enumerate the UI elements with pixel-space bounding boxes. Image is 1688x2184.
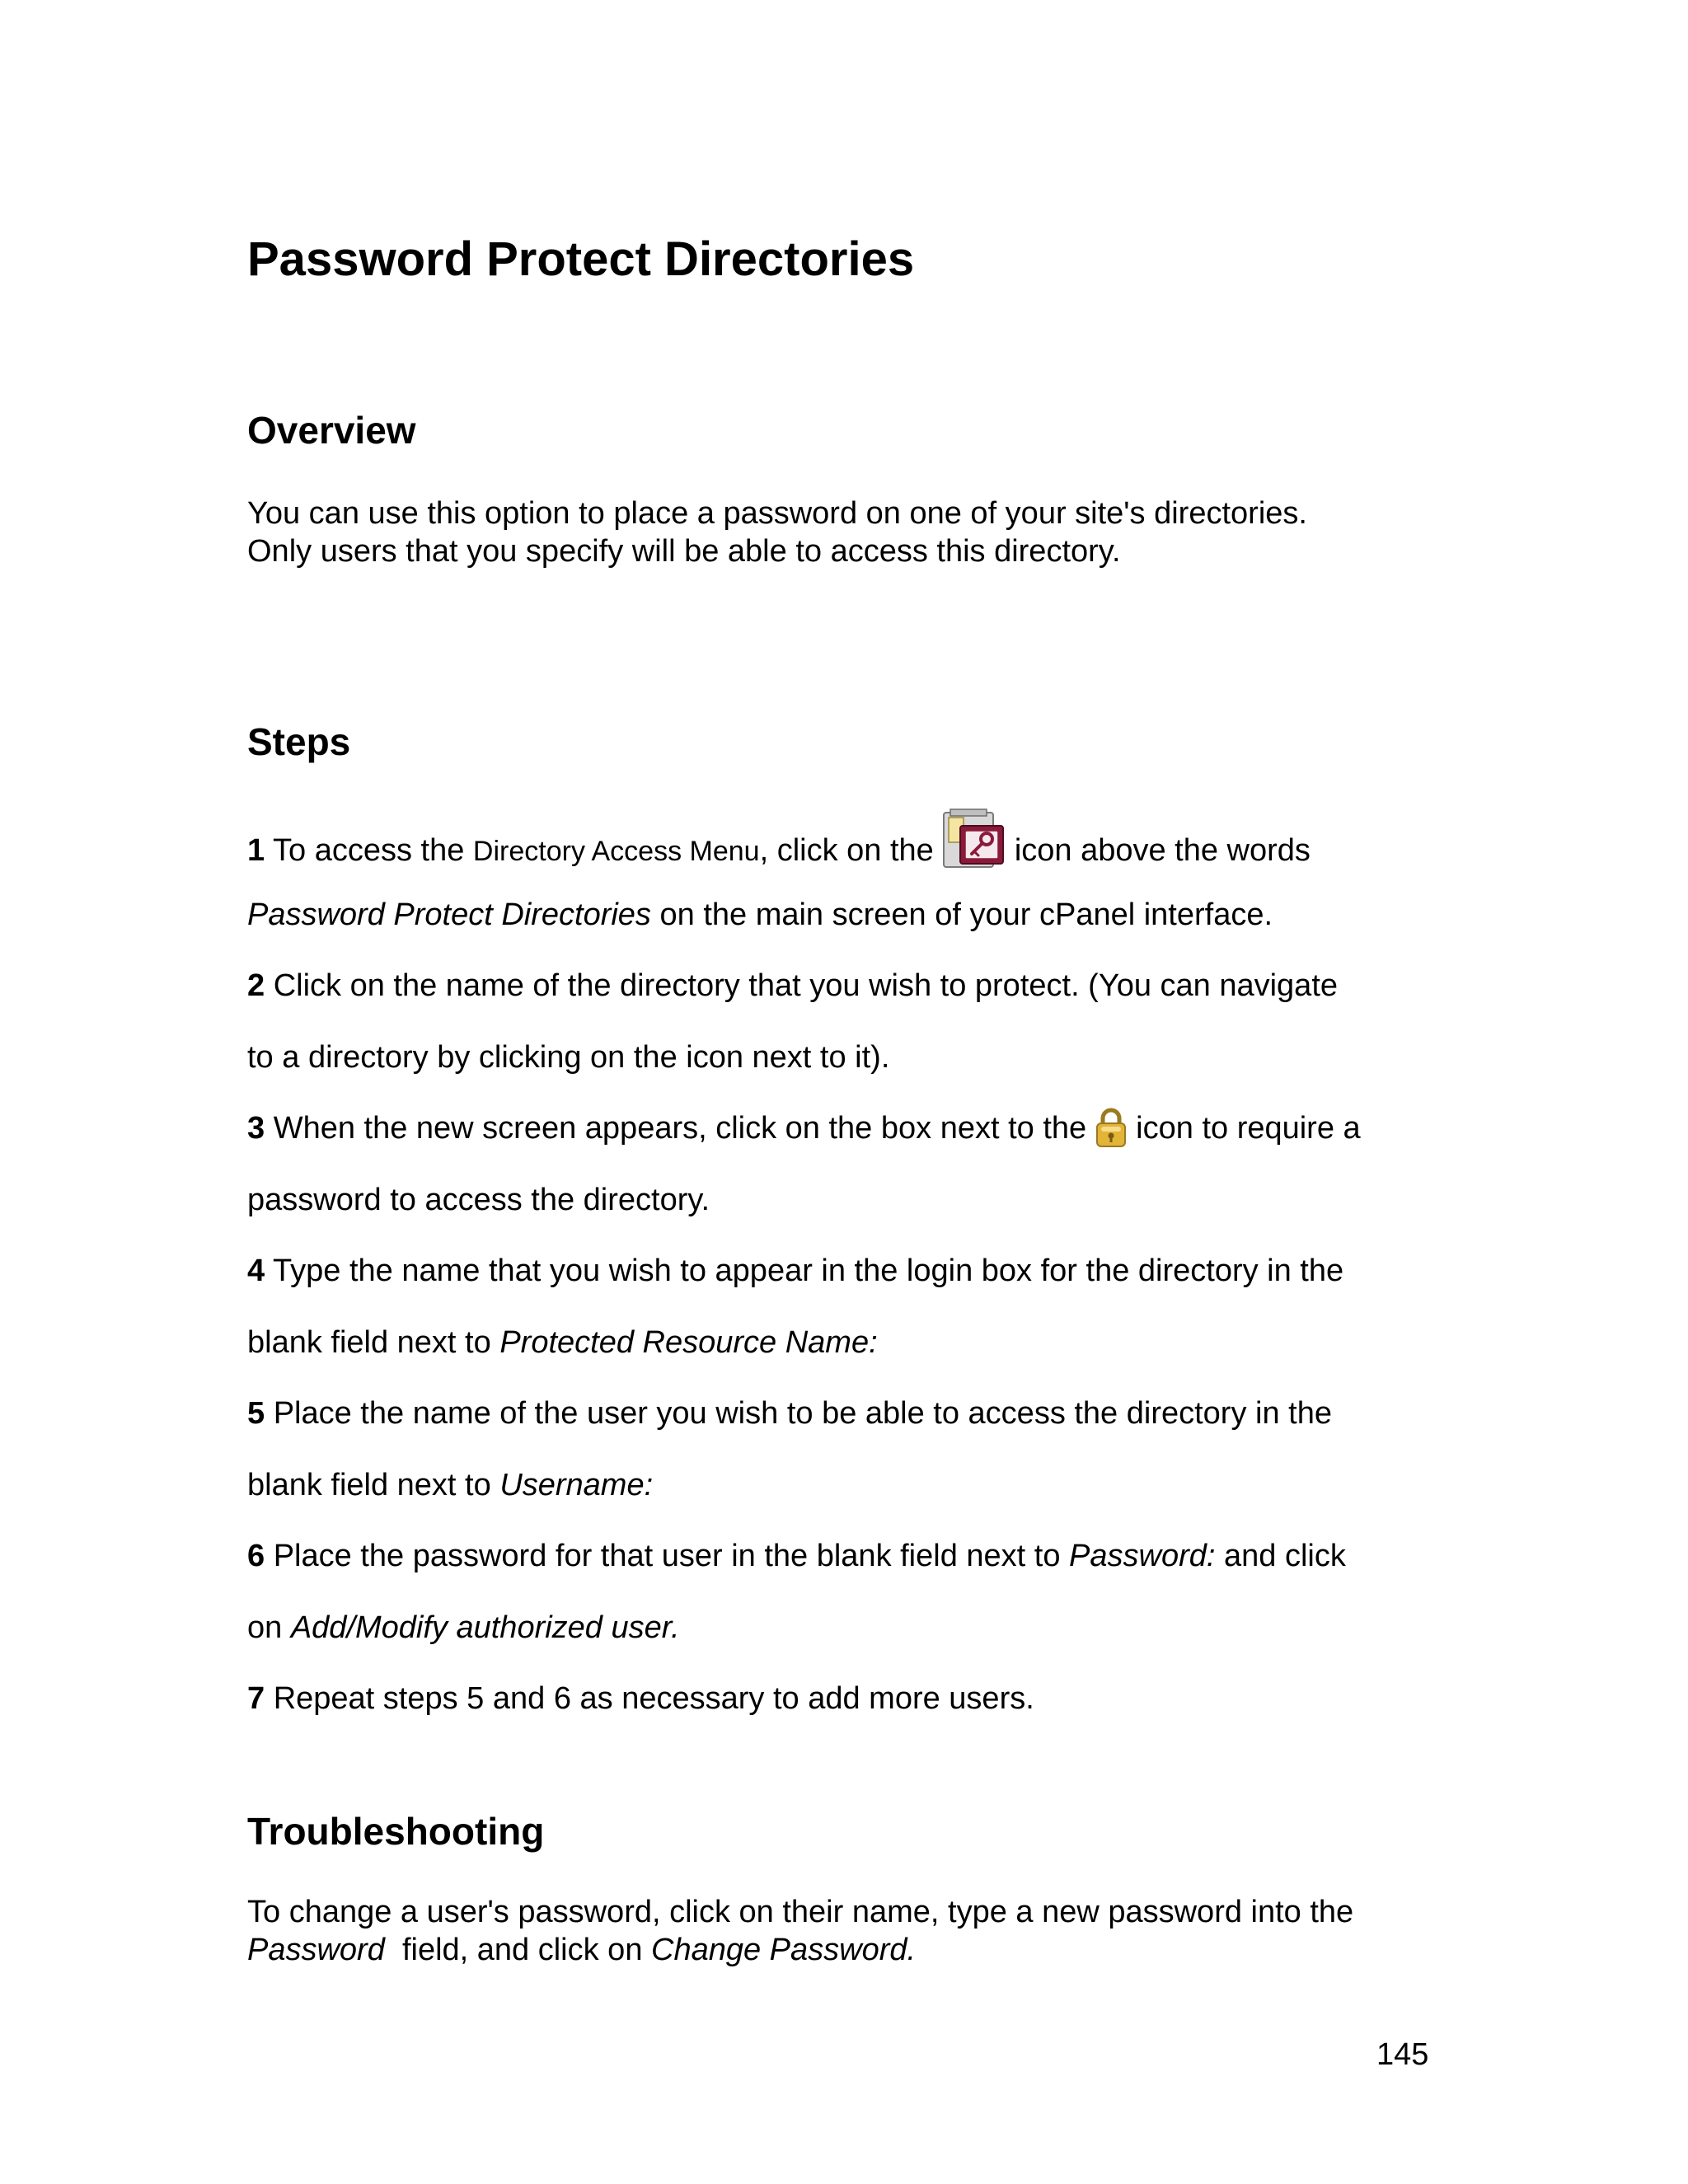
troubleshooting-heading: Troubleshooting [247, 1810, 545, 1853]
emphasis: Password Protect Directories [247, 897, 651, 932]
step-number: 6 [247, 1539, 265, 1573]
step-number: 7 [247, 1681, 265, 1716]
troubleshooting-line-1: To change a user's password, click on their name, type a new password into the [247, 1895, 1354, 1929]
step-4-line-1: 4 Type the name that you wish to appear in the login box for the directory in the [247, 1254, 1344, 1288]
step-number: 3 [247, 1111, 265, 1146]
emphasis: Add/Modify authorized user. [290, 1610, 680, 1645]
step-7-line-1: 7 Repeat steps 5 and 6 as necessary to add more users. [247, 1681, 1034, 1716]
step-1-line-1: 1 To access the Directory Access Menu, click on the icon above the words [247, 808, 1484, 879]
steps-list [247, 808, 1484, 1735]
step-2-line-2: to a directory by clicking on the icon next to it). [247, 1039, 890, 1075]
step-number: 4 [247, 1254, 265, 1288]
emphasis: Password: [1069, 1539, 1216, 1573]
step-2-line-1: 2 Click on the name of the directory that you wish to protect. (You can navigate [247, 968, 1339, 1003]
step-number: 2 [247, 968, 265, 1003]
padlock-icon [1095, 1104, 1128, 1176]
step-5-line-2: blank field next to Username: [247, 1467, 654, 1502]
troubleshooting-paragraph: To change a user's password, click on their name, type a new password into the Password field, and click on Change Password. [247, 1895, 1354, 1967]
step-3-line-1: 3 When the new screen appears, click on the box next to the icon to require a [247, 1093, 1484, 1165]
overview-paragraph [247, 494, 1484, 570]
emphasis: Change Password. [651, 1933, 917, 1967]
emphasis: Password [247, 1933, 385, 1967]
step-number: 5 [247, 1396, 265, 1431]
step-4-line-2: blank field next to Protected Resource Name: [247, 1324, 878, 1360]
page-title: Password Protect Directories [247, 232, 915, 286]
step-3-line-2: password to access the directory. [247, 1182, 710, 1217]
step-6-line-1: 6 Place the password for that user in the blank field next to Password: and click [247, 1539, 1346, 1573]
emphasis: Username: [499, 1467, 654, 1502]
page-number: 145 [1376, 2037, 1429, 2072]
overview-line-1: You can use this option to place a password on one of your site's directories. [247, 496, 1307, 531]
step-6-line-2: on Add/Modify authorized user. [247, 1610, 680, 1645]
steps-heading: Steps [247, 720, 351, 763]
step-number: 1 [247, 833, 265, 868]
emphasis: Protected Resource Name: [499, 1324, 878, 1360]
step-1-line-2: Password Protect Directories on the main screen of your cPanel interface. [247, 897, 1273, 932]
step-5-line-1: 5 Place the name of the user you wish to be able to access the directory in the [247, 1396, 1332, 1431]
menu-name: Directory Access Menu [472, 836, 760, 867]
overview-heading: Overview [247, 409, 416, 452]
overview-line-2: Only users that you specify will be able to access this directory. [247, 534, 1121, 569]
